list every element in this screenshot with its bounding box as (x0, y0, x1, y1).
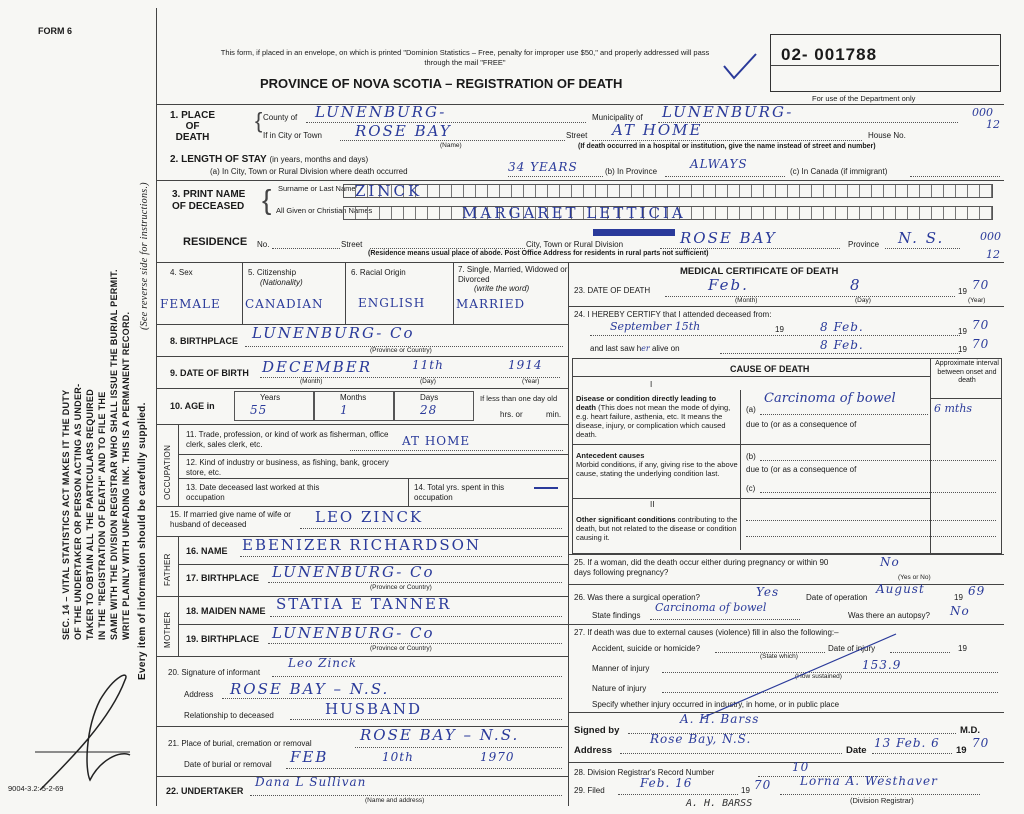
letter-box (776, 185, 788, 197)
q13-label: 13. Date deceased last worked at this occupation (186, 483, 320, 502)
op-date-value: August (876, 582, 925, 596)
attend-from-19: 19 (775, 325, 784, 334)
letter-box (872, 185, 884, 197)
spouse-value: LEO ZINCK (315, 508, 424, 526)
father-name-label: 16. NAME (186, 546, 228, 556)
surname-boxes (343, 184, 993, 198)
letter-box (596, 185, 608, 197)
manner-code: 153.9 (862, 658, 902, 672)
findings-label: State findings (592, 611, 641, 620)
years-label: Years (260, 393, 281, 402)
letter-box (704, 207, 716, 219)
letter-box (452, 185, 464, 197)
letter-box (788, 185, 800, 197)
letter-box (812, 185, 824, 197)
province-value: N. S. (898, 229, 945, 247)
letter-box (344, 207, 356, 219)
cause-b-label: (b) (746, 452, 756, 461)
given-value: MARGARET LETTICIA (462, 204, 686, 222)
undertaker-value: Dana L Sullivan (255, 775, 367, 789)
informant-sig-value: Leo Zinck (288, 656, 358, 670)
citizenship-label: 5. Citizenship (Nationality) (248, 268, 303, 287)
stay-a-value: 34 YEARS (508, 160, 578, 174)
last-saw-date: 8 Feb. (820, 338, 864, 352)
municipality-value: LUNENBURG- (662, 103, 794, 121)
municipality-label: Municipality of (592, 113, 643, 122)
letter-box (824, 207, 836, 219)
left-margin-rule (156, 8, 157, 806)
interval-a-value: 6 mths (934, 402, 973, 415)
informant-addr-label: Address (184, 690, 214, 699)
cause-a-value: Carcinoma of bowel (764, 391, 896, 406)
dob-day: 11th (412, 358, 444, 372)
father-side-label: FATHER (163, 553, 172, 586)
death-day: 8 (850, 276, 862, 294)
dob-year: 1914 (508, 358, 543, 372)
city-value: ROSE BAY (355, 122, 452, 140)
attend-year: 70 (972, 318, 990, 332)
death-year-cap: (Year) (968, 297, 986, 304)
injury-19: 19 (958, 644, 967, 653)
where-label: Specify whether injury occurred in industry, in home, or in public place (592, 700, 840, 709)
spouse-label: 15. If married give name of wife or husband of deceased (170, 510, 291, 529)
letter-box (956, 207, 968, 219)
nature-label: Nature of injury (592, 684, 647, 693)
dob-month-cap: (Month) (300, 378, 323, 385)
burial-place-value: ROSE BAY – N.S. (360, 726, 520, 744)
q25-value: No (880, 555, 900, 569)
death-year-prefix: 19 (958, 287, 967, 296)
surname-label: Surname or Last Name (278, 184, 356, 193)
q12-label: 12. Kind of industry or business, as fishing, bank, grocery store, etc. (186, 458, 389, 477)
house-label: House No. (868, 131, 906, 140)
date-year: 70 (972, 736, 990, 750)
sustained-caption: (How sustained) (795, 673, 842, 680)
racial-label: 6. Racial Origin (351, 268, 406, 277)
medical-header: MEDICAL CERTIFICATE OF DEATH (680, 266, 839, 277)
sex-label: 4. Sex (170, 268, 193, 277)
mail-notice: This form, if placed in an envelope, on which is printed "Dominion Statistics – Free, penalty for improper use $50," and properly addressed will pass through the mail "FREE" (220, 48, 710, 67)
center-divider (568, 262, 569, 806)
letter-box (980, 185, 992, 197)
letter-box (620, 185, 632, 197)
months-value: 1 (340, 403, 349, 417)
dob-label: 9. DATE OF BIRTH (170, 368, 249, 378)
letter-box (932, 207, 944, 219)
last-saw-year: 70 (972, 337, 990, 351)
date-value: 13 Feb. 6 (874, 736, 940, 750)
residence-city-label: City, Town or Rural Division (526, 240, 624, 249)
attend-19: 19 (958, 327, 967, 336)
op-date-label: Date of operation (806, 593, 868, 602)
letter-box (584, 185, 596, 197)
dept-code-2: 12 (986, 118, 1000, 131)
father-bp-value: LUNENBURG- Co (272, 563, 435, 581)
citizenship-value: CANADIAN (245, 297, 324, 311)
filed-year: 70 (754, 778, 772, 792)
last-saw-19: 19 (958, 345, 967, 354)
days-value: 28 (420, 403, 438, 417)
dob-month: DECEMBER (262, 358, 373, 376)
findings-value: Carcinoma of bowel (655, 601, 767, 614)
place-brace: { (255, 108, 263, 133)
strike-through-line (700, 630, 900, 720)
date-19: 19 (956, 745, 967, 756)
stay-label-row: 2. LENGTH OF STAY (in years, months and days) (170, 154, 369, 165)
signed-label: Signed by (574, 725, 620, 736)
form-title: PROVINCE OF NOVA SCOTIA – REGISTRATION OF DEATH (260, 76, 623, 91)
letter-box (416, 207, 428, 219)
dob-year-cap: (Year) (522, 378, 540, 385)
letter-box (692, 207, 704, 219)
dept-code-4: 12 (986, 248, 1000, 261)
op-year: 69 (968, 584, 986, 598)
street-label: Street (566, 131, 588, 140)
margin-signature-mark (30, 660, 140, 800)
letter-box (704, 185, 716, 197)
mother-bp-value: LUNENBURG- Co (272, 624, 435, 642)
interval-header: Approximate interval between onset and death (935, 360, 999, 384)
stay-a-label: (a) In City, Town or Rural Division where death occurred (210, 167, 408, 176)
md-label: M.D. (960, 725, 981, 736)
informant-addr-value: ROSE BAY – N.S. (230, 680, 390, 698)
part-2-label: II (650, 500, 655, 509)
occupation-side-label: OCCUPATION (163, 444, 172, 500)
name-label: 3. PRINT NAME OF DECEASED (172, 189, 246, 212)
dept-code-1: 000 (972, 106, 993, 119)
death-year: 70 (972, 278, 990, 292)
letter-box (716, 185, 728, 197)
letter-box (932, 185, 944, 197)
letter-box (404, 207, 416, 219)
letter-box (752, 207, 764, 219)
registrar-signature: Lorna A. Westhaver (800, 774, 938, 788)
injury-date-label: Date of injury (828, 644, 876, 653)
side-supply-note: Every item of information should be carefully supplied. (137, 402, 148, 680)
letter-box (824, 185, 836, 197)
birthplace-value: LUNENBURG- Co (252, 324, 415, 342)
q23-label: 23. DATE OF DEATH (574, 286, 651, 295)
city-label: If in City or Town (263, 131, 322, 140)
residence-street-label: Street (341, 240, 363, 249)
autopsy-value: No (950, 604, 970, 618)
stay-b-value: ALWAYS (690, 157, 748, 171)
letter-box (728, 207, 740, 219)
days-label: Days (420, 393, 439, 402)
county-value: LUNENBURG- (315, 103, 447, 121)
burial-date-year: 1970 (480, 750, 515, 764)
letter-box (944, 185, 956, 197)
age-label: 10. AGE in (170, 401, 215, 411)
cause-c-label: (c) (746, 484, 756, 493)
residence-city-value: ROSE BAY (680, 229, 777, 247)
dept-use-label: For use of the Department only (812, 94, 916, 103)
cause-a-label: (a) (746, 405, 756, 414)
letter-box (440, 207, 452, 219)
residence-note: (Residence means usual place of abode. Post Office Address for residents in rural parts not sufficient) (368, 250, 709, 257)
q11-label: 11. Trade, profession, or kind of work as fisherman, office clerk, sales clerk, etc. (186, 430, 389, 449)
letter-box (872, 207, 884, 219)
letter-box (812, 207, 824, 219)
burial-date-day: 10th (382, 750, 414, 764)
letter-box (692, 185, 704, 197)
death-month-cap: (Month) (735, 297, 758, 304)
letter-box (512, 185, 524, 197)
record-number-box (770, 34, 1001, 92)
address-value: Rose Bay, N.S. (650, 732, 752, 746)
residence-label: RESIDENCE (183, 236, 248, 248)
letter-box (896, 185, 908, 197)
hospital-note: (If death occurred in a hospital or institution, give the name instead of street and number) (578, 143, 876, 150)
letter-box (896, 207, 908, 219)
letter-box (428, 185, 440, 197)
q28-value: 10 (792, 760, 810, 774)
last-saw-label: and last saw her alive on (590, 344, 680, 353)
stay-c-label: (c) In Canada (if immigrant) (790, 167, 888, 176)
letter-box (548, 185, 560, 197)
death-month: Feb. (708, 276, 749, 294)
mother-side-label: MOTHER (163, 611, 172, 648)
letter-box (488, 185, 500, 197)
letter-box (740, 185, 752, 197)
signed-value: A. H. Barss (680, 712, 760, 726)
letter-box (536, 185, 548, 197)
dept-code-3: 000 (980, 230, 1001, 243)
mother-bp-label: 19. BIRTHPLACE (186, 634, 260, 644)
name-brace: { (262, 184, 272, 215)
letter-box (884, 207, 896, 219)
manner-label: Manner of injury (592, 664, 650, 673)
letter-box (464, 185, 476, 197)
letter-box (476, 185, 488, 197)
letter-box (848, 185, 860, 197)
letter-box (920, 207, 932, 219)
birthplace-label: 8. BIRTHPLACE (170, 336, 239, 346)
letter-box (560, 185, 572, 197)
surname-value: ZINCK (355, 182, 423, 200)
letter-box (380, 207, 392, 219)
side-reverse-note: (See reverse side for instructions.) (139, 182, 150, 330)
marital-label: 7. Single, Married, Widowed or Divorced (write the word) (458, 265, 568, 293)
part-1-label: I (650, 380, 653, 389)
redaction-mark (593, 229, 675, 236)
min-label: min. (546, 410, 562, 419)
letter-box (740, 207, 752, 219)
letter-box (428, 207, 440, 219)
letter-box (776, 207, 788, 219)
undertaker-caption: (Name and address) (365, 797, 425, 804)
cause-header: CAUSE OF DEATH (730, 364, 810, 374)
maiden-name-label: 18. MAIDEN NAME (186, 606, 266, 616)
letter-box (764, 185, 776, 197)
other-conditions-label: Other significant conditions contributing to the death, but not related to the disease or condition causing it. (576, 515, 738, 542)
less-than-day-label: If less than one day old (480, 394, 558, 403)
letter-box (836, 185, 848, 197)
birthplace-caption: (Province or Country) (370, 347, 432, 354)
province-label: Province (848, 240, 880, 249)
name-caption: (Name) (440, 142, 462, 149)
letter-box (524, 185, 536, 197)
attend-from-2: 8 Feb. (820, 320, 864, 334)
burial-date-month: FEB (290, 748, 329, 766)
relationship-value: HUSBAND (325, 700, 423, 718)
place-of-death-label: 1. PLACE OF DEATH (170, 110, 216, 143)
q14-dash (534, 487, 558, 489)
letter-box (968, 207, 980, 219)
footer-code: 9004-3.2: 5-2-69 (8, 784, 64, 793)
death-day-cap: (Day) (855, 297, 871, 304)
racial-value: ENGLISH (358, 296, 426, 310)
q11-value: AT HOME (402, 434, 471, 448)
checkmark-icon (720, 50, 760, 82)
county-label: County of (263, 113, 298, 122)
letter-box (680, 185, 692, 197)
letter-box (632, 185, 644, 197)
street-value: AT HOME (612, 121, 703, 139)
burial-date-label: Date of burial or removal (184, 760, 272, 769)
letter-box (908, 207, 920, 219)
letter-box (728, 185, 740, 197)
burial-place-label: 21. Place of burial, cremation or removal (168, 739, 312, 748)
q28-label: 28. Division Registrar's Record Number (574, 768, 715, 777)
q24-label: 24. I HEREBY CERTIFY that I attended deceased from: (574, 310, 772, 319)
direct-cause-label: Disease or condition directly leading to death (This does not mean the mode of dying, e.g. heart failure, asthenia, etc. It means the disease, injury, or complication which caused death. (576, 394, 731, 439)
father-bp-caption: (Province or Country) (370, 584, 432, 591)
undertaker-label: 22. UNDERTAKER (166, 786, 244, 796)
given-label: All Given or Christian Names (276, 206, 373, 215)
letter-box (944, 207, 956, 219)
father-bp-label: 17. BIRTHPLACE (186, 573, 260, 583)
registrar-stamp: A. H. BARSS (686, 798, 753, 809)
sex-value: FEMALE (160, 297, 221, 311)
letter-box (668, 185, 680, 197)
letter-box (752, 185, 764, 197)
filed-19: 19 (741, 786, 750, 795)
letter-box (356, 207, 368, 219)
date-label: Date (846, 745, 867, 756)
letter-box (392, 207, 404, 219)
form-number: FORM 6 (38, 26, 73, 36)
letter-box (980, 207, 992, 219)
letter-box (956, 185, 968, 197)
letter-box (800, 185, 812, 197)
letter-box (500, 185, 512, 197)
autopsy-label: Was there an autopsy? (848, 611, 930, 620)
letter-box (920, 185, 932, 197)
q26-value: Yes (756, 585, 780, 599)
op-19: 19 (954, 593, 963, 602)
filed-value: Feb. 16 (640, 776, 693, 790)
registrar-caption: (Division Registrar) (850, 796, 914, 805)
letter-box (788, 207, 800, 219)
dob-day-cap: (Day) (420, 378, 436, 385)
hrs-label: hrs. or (500, 410, 523, 419)
years-value: 55 (250, 403, 268, 417)
maiden-name-value: STATIA E TANNER (276, 595, 452, 613)
marital-value: MARRIED (456, 297, 526, 311)
record-number: 02- 001788 (781, 45, 878, 64)
state-which-caption: (State which) (760, 653, 798, 660)
yes-no-caption: (Yes or No) (898, 574, 931, 581)
letter-box (968, 185, 980, 197)
letter-box (860, 207, 872, 219)
letter-box (800, 207, 812, 219)
letter-box (368, 207, 380, 219)
q25-label: 25. If a woman, did the death occur either during pregnancy or within 90 days following pregnancy? (574, 558, 829, 577)
letter-box (440, 185, 452, 197)
address-label: Address (574, 745, 613, 756)
side-instructions: SEC. 14 – VITAL STATISTICS ACT MAKES IT THE DUTY OF THE UNDERTAKER OR PERSON ACTING AS UNDER- TAKER TO OBTAIN ALL THE PARTICULARS REQUIRED IN THE "REGISTRATION OF DEATH" AND TO FILE THE SAME WITH THE DIVISION REGISTRAR WHO SHALL ISSUE THE BURIAL PERMIT. WRITE PLAINLY WITH UNFADING INK. THIS IS A PERMANENT RECORD. (61, 269, 131, 640)
father-name-value: EBENIZER RICHARDSON (242, 536, 482, 554)
letter-box (644, 185, 656, 197)
q14-label: 14. Total yrs. spent in this occupation (414, 483, 505, 502)
letter-box (884, 185, 896, 197)
attend-from: September 15th (610, 320, 701, 333)
q29-label: 29. Filed (574, 786, 605, 795)
q27-label: 27. If death was due to external causes (violence) fill in also the following:– (574, 628, 839, 637)
letter-box (716, 207, 728, 219)
residence-no-label: No. (257, 240, 270, 249)
stay-b-label: (b) In Province (605, 167, 658, 176)
letter-box (764, 207, 776, 219)
informant-sig-label: 20. Signature of informant (168, 668, 261, 677)
letter-box (656, 185, 668, 197)
antecedent-label: Antecedent causes Morbid conditions, if any, giving rise to the above cause, stating the underlying condition last. (576, 451, 738, 478)
mother-bp-caption: (Province or Country) (370, 645, 432, 652)
q26-label: 26. Was there a surgical operation? (574, 593, 700, 602)
letter-box (848, 207, 860, 219)
letter-box (836, 207, 848, 219)
accident-label: Accident, suicide or homicide? (592, 644, 701, 653)
letter-box (860, 185, 872, 197)
relationship-label: Relationship to deceased (184, 711, 274, 720)
letter-box (572, 185, 584, 197)
due-to-1: due to (or as a consequence of (746, 420, 857, 429)
months-label: Months (340, 393, 367, 402)
letter-box (908, 185, 920, 197)
letter-box (608, 185, 620, 197)
due-to-2: due to (or as a consequence of (746, 465, 857, 474)
